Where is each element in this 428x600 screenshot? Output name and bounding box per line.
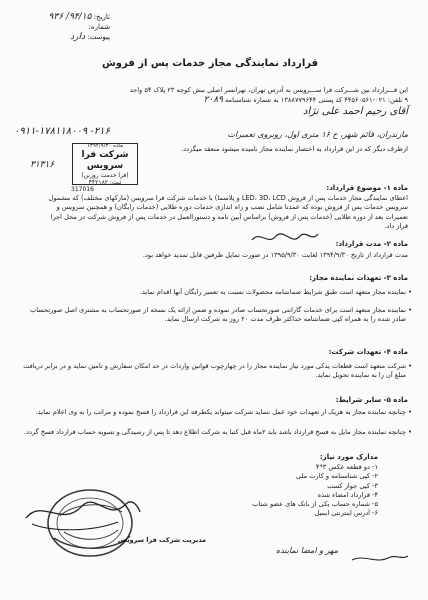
attachment-row — [20, 32, 110, 42]
stamp-company: شرکت فرا سرویس — [81, 149, 129, 171]
section-4-item-1: • شرکت متعهد است قطعات یدکی مورد نیاز نماینده مجاز را در چهارچوب قوانین واردات در حد امکان سفارش و تامین نماید و در برابر دریافت مبلغ آن را به نماینده تحویل نماید. — [22, 362, 406, 381]
stamp-line-1: ماده ۱۳۹۴/۹/۳۰ — [86, 142, 124, 149]
bottom-note: مهر و امضا نماینده — [275, 546, 338, 555]
intro-line-1: این قـــرارداد بین شـــرکت فرا ســـرویس به آدرس تهران، تهرانسر اصلی نبش کوچه ۲۳ پلاک ۵۴ واحد — [129, 86, 408, 94]
section-2-head — [20, 240, 408, 249]
manager-label: مدیریت شرکت فرا سرویس — [117, 536, 206, 544]
date-value: ۹۴/۱۵/ ۹۳۶ — [48, 12, 92, 22]
stamp-code: 317016 — [71, 186, 94, 193]
doc-item: ۶- آدرس اینترنتی ایمیل — [314, 509, 378, 518]
section-5-item-2: • چنانچه نماینده مجاز مایل به فسخ قرارداد باشد باید ۲ماه قبل کتبا به شرکت اطلاع دهد تا پس از رسیدگی و تسویه حساب قرارداد فسخ گردد. — [22, 428, 406, 437]
section-3-item-2: • نماینده مجاز متعهد است برای خدمات گارانتی صورتحساب صادر نموده و ضمن ارائه یک نسخه از صورتحساب به مشتری اصل صورتحساب صادر شده را به همراه کپی ضمانتنامه حداکثر ظرف مدت ۲۰ روز به شرکت ارسال نماید. — [22, 306, 406, 325]
required-docs — [140, 452, 408, 519]
section-5-item-1: • چنانچه نماینده مجاز به هریک از تعهدات خود عمل ننماید شرکت میتواند یکطرفه این قرارداد را فسخ نموده و مراتب را به وی اعلام نماید. — [22, 408, 406, 417]
number-row — [20, 22, 110, 32]
id-number: ۳۱۳۱۶ — [30, 160, 55, 170]
intro-line-2-text: ۹ تلفن: ۰۲۱-۴۴۵۶۰۵۶۱ کد پستی ۱۳۸۸۷۷۹۶۴۴ به شماره شناسنامه — [225, 96, 408, 104]
contract-title: قرارداد نمایندگی مجاز خدمات پس از فروش — [101, 58, 319, 69]
stamp-reg: ثبت: ۴۴۲۱۸۲ — [88, 178, 122, 186]
date-label: تاریخ: — [93, 13, 110, 21]
name-line: آقای رحیم احمد علی نژاد — [303, 106, 408, 117]
doc-item: ۵- شماره حساب یکی از بانک های عضو شتاب — [252, 500, 378, 509]
doc-item: ۳- کپی جواز کسب — [327, 481, 378, 490]
section-5-title: ماده ۵- سایر شرایط: — [335, 396, 408, 404]
section-1-head — [20, 184, 408, 193]
underline-scribble — [350, 552, 410, 566]
doc-item: ۱- دو قطعه عکس ۳*۴ — [315, 463, 378, 471]
number-label: شماره: — [88, 23, 110, 31]
meta-block — [20, 12, 110, 42]
attachment-value: دارد — [70, 32, 85, 42]
stamp-line-3: (فرا خدمت روزبن) — [81, 171, 129, 179]
doc-item: ۲- کپی شناسنامه و کارت ملی — [295, 472, 378, 481]
section-2-title: ماده ۲- مدت قرارداد: — [335, 240, 408, 248]
section-1-title: ماده ۱- موضوع قرارداد: — [326, 184, 408, 192]
section-3-title: ماده ۳- تعهدات نماینده مجاز: — [309, 274, 408, 282]
doc-item: ۴- قرارداد امضاء شده — [317, 490, 378, 499]
section-3-item-1: • نماینده مجاز متعهد است طبق شرایط ضمانتنامه محصولات نسبت به تعمیر رایگان آنها اقدام نماید. — [22, 288, 406, 297]
cert-number: ۲۰۸۹ — [203, 95, 223, 105]
intro-line-2 — [20, 96, 408, 105]
required-docs-title: مدارک مورد نیاز: — [319, 453, 378, 461]
section-2-body: مدت قرارداد از تاریخ ۱۳۹۴/۹/۳۰ لغایت ۱۳۹۵/۹/۳۰ در صورت تمایل طرفین قابل تمدید خواهد بود. — [142, 251, 408, 259]
company-stamp — [71, 142, 138, 193]
date-row — [20, 12, 110, 22]
section-4-title: ماده ۴- تعهدات شرکت: — [328, 348, 408, 356]
signature-scribble — [22, 488, 142, 536]
section-5-head — [20, 396, 408, 405]
handwriting-scribble — [250, 228, 320, 248]
section-1-body: اعطای نمایندگی مجاز خدمات پس از فروش LED، 3D، LCD و پلاسما) با خدمات شرکت فرا سرویس (مارکهای مختلف) که مشمول سرویس خدمات پس از فروش بوده که عمدتا شامل نصب و راه اندازی خدمات دوره طلایی (خدمات رایگان) و همچنین سرویس و تعمیرات بعد از دوره طلایی (خدمات پس از فروش) براساس آیین نامه و دستورالعمل در خدمات پس از فروش شرکت در محل اجرا قرار داد. — [48, 194, 408, 231]
phone-number: ۰۹۱۱-۱۷۸۱۱۸۰۰۹ -۲۱۶ — [14, 126, 110, 137]
section-3-head — [20, 274, 408, 283]
address-line: مازندران، قائم شهر، خ ۱۶ متری اول، روبروی تعمیرات — [227, 130, 408, 139]
section-4-head — [20, 348, 408, 357]
required-docs-list — [140, 463, 408, 519]
attachment-label: پیوست: — [87, 33, 110, 41]
intro-line-4: ازطرف دیگر که در این قرارداد به اختصار نماینده مجاز نامیده میشود منعقد میگردد. — [181, 145, 408, 153]
